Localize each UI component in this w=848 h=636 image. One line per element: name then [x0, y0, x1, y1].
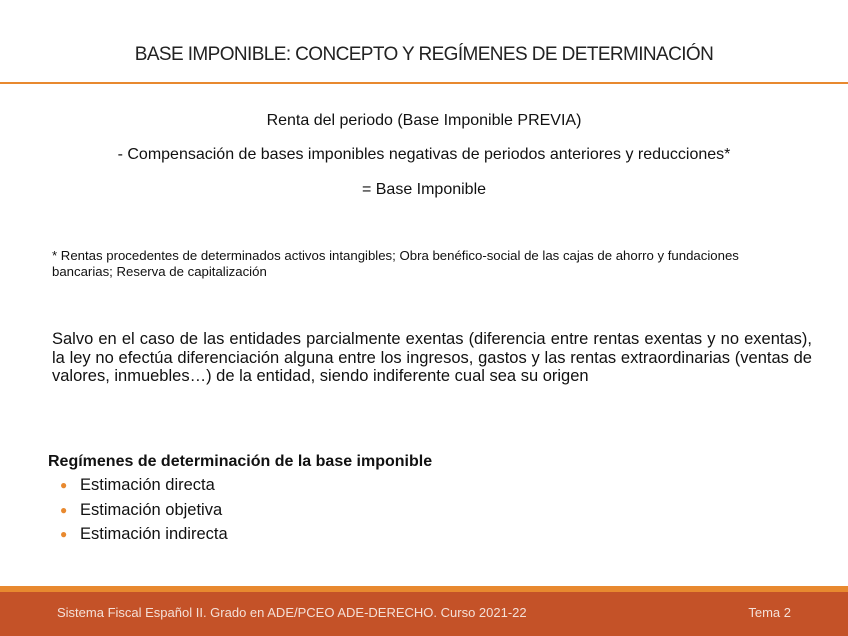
regimes-heading: Regímenes de determinación de la base imponible [48, 453, 433, 470]
list-item [60, 498, 228, 523]
footer [0, 592, 848, 636]
list-item-label: Estimación indirecta [80, 525, 228, 543]
slide-title: BASE IMPONIBLE: CONCEPTO Y REGÍMENES DE DETERMINACIÓN [134, 44, 714, 65]
list-item [60, 522, 228, 547]
bullet-icon: ● [60, 502, 68, 517]
title-divider [0, 82, 848, 84]
list-item-label: Estimación objetiva [80, 500, 223, 519]
list-item-label: Estimación directa [80, 476, 215, 494]
bullet-icon: ● [60, 527, 68, 541]
footer-topic-label: Tema 2 [748, 605, 791, 620]
formula-line-previa: Renta del periodo (Base Imponible PREVIA) [266, 112, 582, 129]
footer-course-label: Sistema Fiscal Español II. Grado en ADE/PCEO ADE-DERECHO. Curso 2021-22 [57, 605, 527, 620]
footnote: * Rentas procedentes de determinados activos intangibles; Obra benéfico-social de las cajas de ahorro y fundaciones bancarias; Reserva de capitalización [52, 248, 739, 279]
list-item [60, 473, 228, 498]
body-paragraph: Salvo en el caso de las entidades parcialmente exentas (diferencia entre rentas exentas y no exentas), la ley no efectúa diferenciación alguna entre los ingresos, gastos y las rentas extraordinarias (ventas de valores, inmuebles…) de la entidad, siendo indiferente cual sea su origen [52, 330, 812, 385]
bullet-icon: ● [60, 478, 68, 492]
formula-line-result: = Base Imponible [361, 181, 487, 198]
regimes-list [60, 473, 228, 547]
formula-line-compensacion: - Compensación de bases imponibles negativas de periodos anteriores y reducciones* [117, 146, 731, 163]
